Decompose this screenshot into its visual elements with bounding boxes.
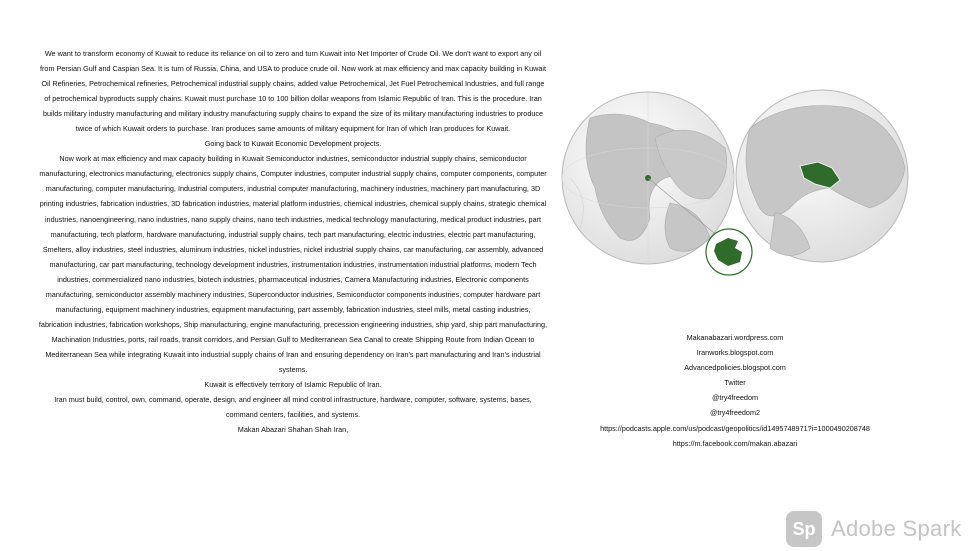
globes-svg [560, 78, 980, 278]
article-paragraph-2: Going back to Kuwait Economic Development projects. [204, 139, 382, 149]
article-paragraph-4: Kuwait is effectively territory of Islamic Republic of Iran. [204, 380, 382, 390]
kuwait-map-inset-icon [706, 229, 752, 275]
article-paragraph-3: Now work at max efficiency and max capacity building in Kuwait Semiconductor industries, semiconductor industrial supply chains, semiconductor manufacturing, electronics manufacturing, electronics supply chains, Computer industries, computer industrial supply chains, computer components, computer manufacturing, computer manufacturing, Industrial computers, industrial computer manufacturing, machinery industries, machinery part manufacturing, 3D printing industries, fabrication industries, 3D fabrication industries, material platform industries, chemical industries, chemical supply chains, strategic chemical industries, nanoengineering, nano industries, nano supply chains, nano tech industries, medical technology manufacturing, medical product industries, part manufacturing, tech platform, hardware manufacturing, industrial supply chains, tech part manufacturing, electric industries, electric part manufacturing, Smelters, alloy industries, steel industries, aluminum industries, nickel industries, nickel industrial supply chains, car manufacturing, car assembly, advanced manufacturing, car part manufacturing, technology development industries, instrumentation industries, instrumentation industrial platforms, modern Tech industries, commercialized nano industries, biotech industries, pharmaceutical industries, Camera Manufacturing industries, Electronic components manufacturing, semiconductor assembly machinery industries, Superconductor industries, Semiconductor components industries, computer hardware part manufacturing, equipment machinery industries, equipment manufacturing, part assembly, fabrication industries, steel mills, metal casting industries, fabrication industries, fabrication workshops, Ship manufacturing, engine manufacturing, precession engineering industries, ship yard, ship part manufacturing, Machination Industries, ports, rail roads, transit corridors, and Persian Gulf to Mediterranean Sea Canal to create Shipping Route from Indian Ocean to Mediterranean Sea while integrating Kuwait into industrial supply chains of Iran and ensuring dependency on Iran's part manufacturing and Iran's industrial systems. [38, 154, 548, 374]
article-paragraph-5: Iran must build, control, own, command, operate, design, and engineer all mind control infrastructure, hardware, computer, software, systems, bases, command centers, facilities, and systems. [54, 395, 532, 420]
link-apple-podcast[interactable]: https://podcasts.apple.com/us/podcast/geopolitics/id1495748971?i=1000490208748 [600, 423, 870, 433]
link-iranworks-blog[interactable]: Iranworks.blogspot.com [696, 348, 774, 358]
article-signature: Makan Abazari Shahan Shah Iran, [237, 425, 349, 435]
adobe-spark-brand-name: Adobe Spark [831, 516, 962, 541]
twitter-handle-2[interactable]: @try4freedom2 [709, 408, 761, 418]
twitter-handle-1[interactable]: @try4freedom [711, 393, 759, 403]
globe-illustration [560, 78, 980, 278]
twitter-label: Twitter [724, 378, 746, 388]
adobe-spark-logo-icon: Sp [786, 511, 822, 547]
article-text [38, 46, 548, 437]
link-advancedpolicies-blog[interactable]: Advancedpolicies.blogspot.com [684, 363, 786, 373]
iran-locator-globe-icon [736, 90, 908, 262]
adobe-spark-watermark [786, 512, 962, 546]
contact-links [560, 330, 910, 451]
link-facebook[interactable]: https://m.facebook.com/makan.abazari [672, 438, 798, 448]
article-paragraph-1: We want to transform economy of Kuwait to reduce its reliance on oil to zero and turn Kuwait into Net Importer of Crude Oil. We don't want to export any oil from Persian Gulf and Caspian Sea. It is turn of Russia, China, and USA to produce crude oil. Now work at max efficiency and max capacity building in Kuwait Oil Refineries, Petrochemical refineries, Petrochemical industrial supply chains, added value Petrochemical, Jet Fuel Petrochemical Industries, and full range of petrochemical byproducts supply chains. Kuwait must purchase 10 to 100 billion dollar weapons from Islamic Republic of Iran. This is the procedure. Iran builds military industry manufacturing and military industry manufacturing supply chains to expand the size of its military manufacturing industries to produce twice of which Kuwait orders to purchase. Iran produces same amounts of military equipment for Iran of which Iran produces for Kuwait. [39, 49, 546, 134]
link-wordpress[interactable]: Makanabazari.wordpress.com [686, 333, 784, 342]
